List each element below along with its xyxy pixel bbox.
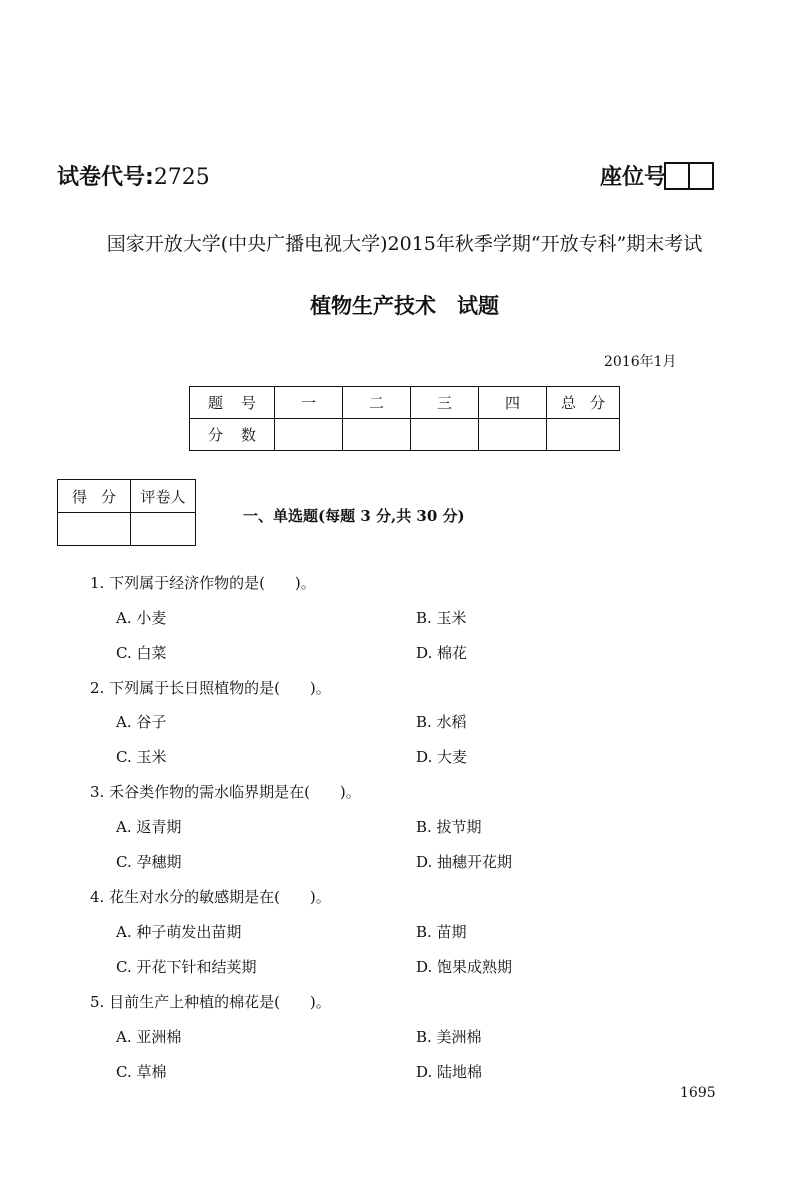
question-option: C. 玉米 [116,748,167,766]
grader-score-cell [58,513,131,546]
paper-code-label: 试卷代号: [57,165,154,190]
score-cell: 题号 [190,387,275,419]
question-option: B. 美洲棉 [416,1028,482,1046]
paper-code-number: 2725 [153,165,210,190]
question-option: A. 种子萌发出苗期 [116,923,242,941]
question-stem: 3. 禾谷类作物的需水临界期是在( )。 [90,783,361,801]
seat-number [600,160,714,191]
question-option: C. 开花下针和结荚期 [116,958,257,976]
question-option: B. 水稻 [416,713,467,731]
question-stem: 5. 目前生产上种植的棉花是( )。 [90,993,331,1011]
score-cell: 一 [275,387,343,419]
question-option: C. 草棉 [116,1063,167,1081]
question-option: B. 玉米 [416,609,467,627]
question-option: B. 苗期 [416,923,467,941]
question-option: B. 拔节期 [416,818,482,836]
score-cell: 二 [343,387,411,419]
question-option: A. 亚洲棉 [116,1028,182,1046]
question-stem: 2. 下列属于长日照植物的是( )。 [90,679,331,697]
grader-label: 评卷人 [131,480,196,513]
question-option: D. 陆地棉 [416,1063,483,1081]
score-input-cell [343,419,411,451]
score-cell: 三 [411,387,479,419]
question-option: D. 大麦 [416,748,468,766]
score-table-header-row [190,387,620,419]
question-option: A. 小麦 [116,609,167,627]
grader-score-label: 得分 [58,480,131,513]
score-cell: 总分 [547,387,620,419]
grader-name-cell [131,513,196,546]
question-option: C. 孕穗期 [116,853,182,871]
question-stem: 1. 下列属于经济作物的是( )。 [90,574,316,592]
seat-box-2 [688,162,714,190]
score-input-cell [547,419,620,451]
question-option: D. 抽穗开花期 [416,853,513,871]
score-input-cell [411,419,479,451]
exam-title: 植物生产技术 试题 [310,294,499,318]
question-option: D. 饱果成熟期 [416,958,513,976]
question-option: A. 返青期 [116,818,182,836]
score-input-cell [479,419,547,451]
question-option: C. 白菜 [116,644,167,662]
exam-date: 2016年1月 [604,354,677,370]
question-option: D. 棉花 [416,644,468,662]
score-cell: 四 [479,387,547,419]
seat-box-1 [664,162,690,190]
exam-header: 国家开放大学(中央广播电视大学)2015年秋季学期“开放专科”期末考试 [106,233,703,255]
score-cell: 分数 [190,419,275,451]
grader-table [57,479,196,546]
page-number: 1695 [680,1085,716,1101]
score-table-score-row [190,419,620,451]
score-table [189,386,620,451]
question-option: A. 谷子 [116,713,167,731]
paper-code [57,160,210,191]
question-stem: 4. 花生对水分的敏感期是在( )。 [90,888,331,906]
section-heading: 一、单选题(每题 3 分,共 30 分) [243,507,465,525]
seat-label: 座位号 [600,165,667,190]
score-input-cell [275,419,343,451]
